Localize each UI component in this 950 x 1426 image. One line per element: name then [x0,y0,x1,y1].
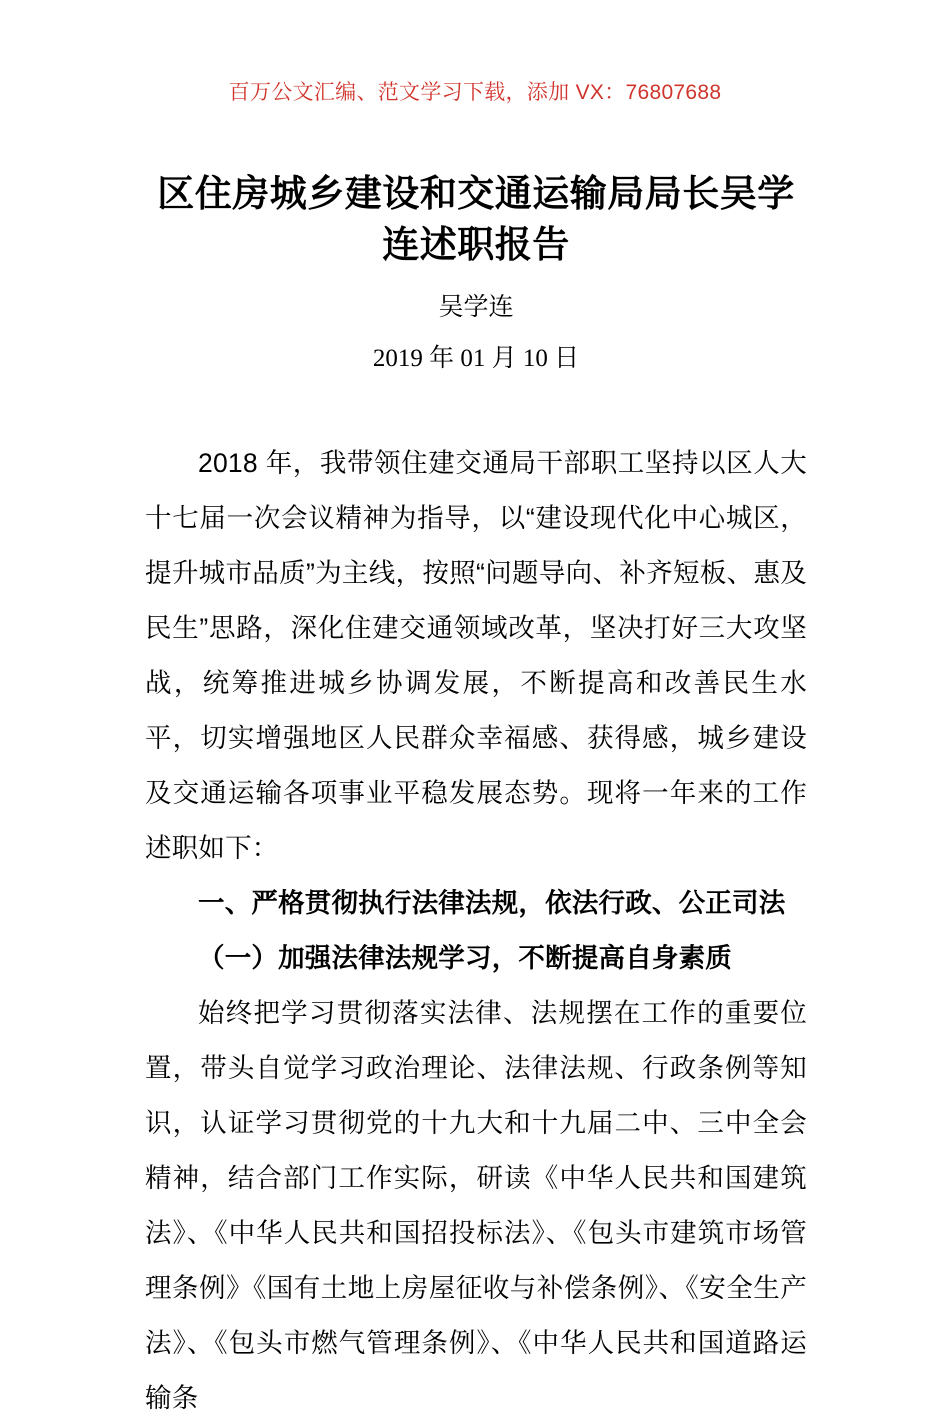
document-body [145,378,807,1426]
promo-banner-text: 百万公文汇编、范文学习下载，添加 VX：76807688 [228,81,722,104]
document-date: 2019 年 01 月 10 日 [372,345,580,372]
promo-banner [0,78,950,108]
section-heading-1: 一、严格贯彻执行法律法规，依法行政、公正司法 [198,888,786,918]
document-title: 区住房城乡建设和交通运输局局长吴学连述职报告 [157,173,795,265]
subsection-paragraph-1: 始终把学习贯彻落实法律、法规摆在工作的重要位置，带头自觉学习政治理论、法律法规、行政条例等知识，认证学习贯彻党的十九大和十九届二中、三中全会精神，结合部门工作实际，研读《中华人民共和国建筑法》、《中华人民共和国招投标法》、《包头市建筑市场管理条例》《国有土地上房屋征收与补偿条例》、《安全生产法》、《包头市燃气管理条例》、《中华人民共和国道路运输条 [145,998,807,1413]
intro-paragraph: 2018 年，我带领住建交通局干部职工坚持以区人大十七届一次会议精神为指导，以“建设现代化中心城区，提升城市品质”为主线，按照“问题导向、补齐短板、惠及民生”思路，深化住建交通领域改革，坚决打好三大攻坚战，统筹推进城乡协调发展，不断提高和改善民生水平，切实增强地区人民群众幸福感、获得感，城乡建设及交通运输各项事业平稳发展态势。现将一年来的工作述职如下： [145,448,807,863]
document-author: 吴学连 [438,293,514,321]
subsection-heading-1: （一）加强法律法规学习，不断提高自身素质 [198,943,732,973]
